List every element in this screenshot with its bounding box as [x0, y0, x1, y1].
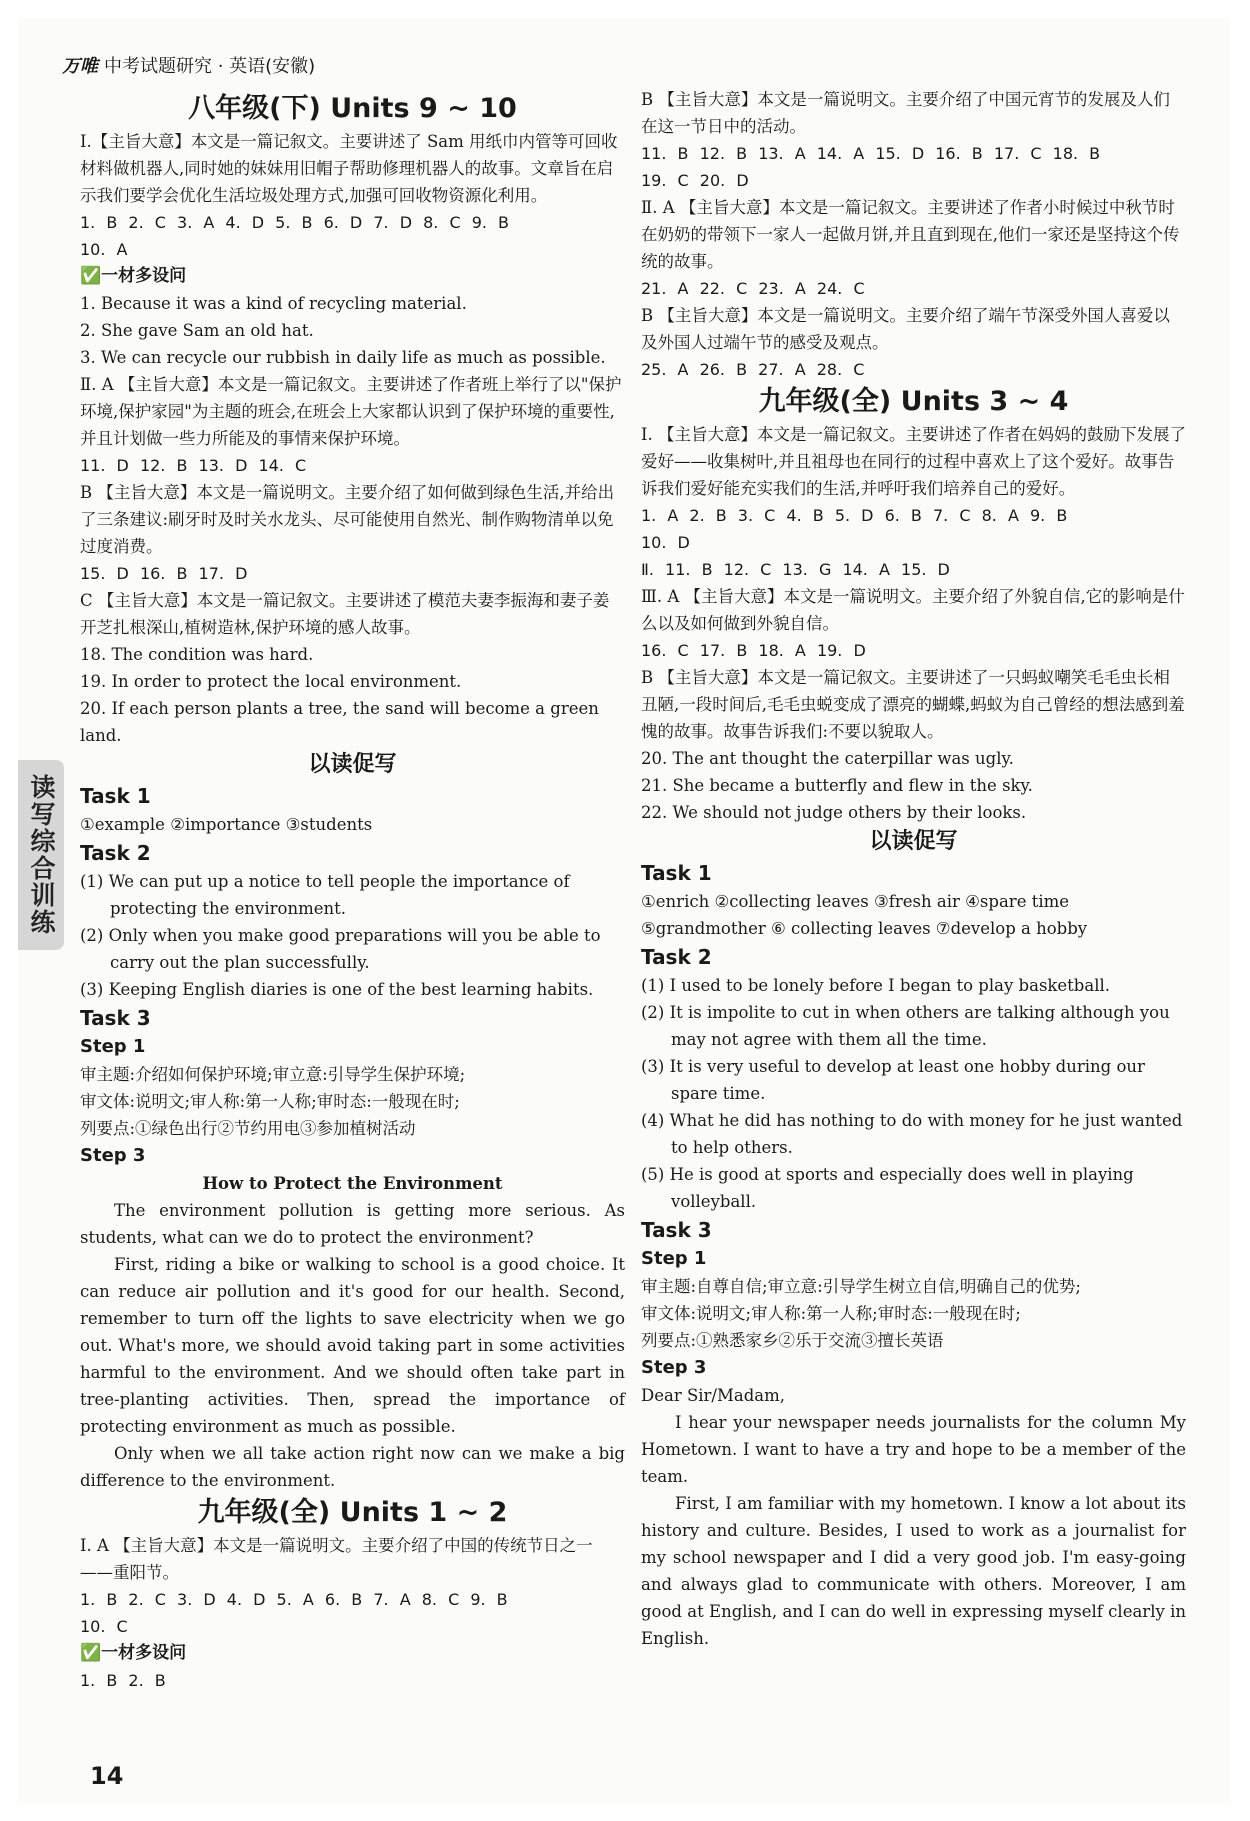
ans-line: 15. D 16. B 17. D — [80, 564, 248, 583]
p-line: B 【主旨大意】本文是一篇说明文。主要介绍了中国元宵节的发展及人们在这一节日中的活动。 — [641, 90, 1170, 136]
p-line: 22. We should not judge others by their looks. — [641, 803, 1027, 822]
side-tab: 读写综合训练 — [18, 760, 64, 950]
p-line: 审文体:说明文;审人称:第一人称;审时态:一般现在时; — [80, 1092, 460, 1111]
p-line: Ⅱ. A 【主旨大意】本文是一篇记叙文。主要讲述了作者小时候过中秋节时在奶奶的带领下一家人一起做月饼,并且直到现在,他们一家还是坚持这个传统的故事。 — [641, 198, 1180, 271]
ans-line: 1. A 2. B 3. C 4. B 5. D 6. B 7. C 8. A 9. B — [641, 506, 1068, 525]
step-line: Step 1 — [641, 1248, 707, 1269]
ind-line: (5) He is good at sports and especially does well in playing volleyball. — [641, 1165, 1134, 1211]
ans-line: 1. B 2. B — [80, 1671, 166, 1690]
p-line: Dear Sir/Madam, — [641, 1386, 786, 1405]
ind-line: (1) We can put up a notice to tell people the importance of protecting the environment. — [80, 872, 570, 918]
ans-line: 10. D — [641, 533, 690, 552]
ans-line: 10. C — [80, 1617, 128, 1636]
left-column — [80, 90, 625, 1694]
ind-line: (3) Keeping English diaries is one of the best learning habits. — [80, 980, 594, 999]
sub-line: ✅一材多设问 — [80, 266, 187, 286]
p-line: 3. We can recycle our rubbish in daily life as much as possible. — [80, 348, 606, 367]
book-title: 中考试题研究 · 英语(安徽) — [104, 56, 316, 77]
p-line: 审文体:说明文;审人称:第一人称;审时态:一般现在时; — [641, 1304, 1021, 1323]
sec-line: 以读促写 — [308, 752, 397, 777]
para-line: First, I am familiar with my hometown. I know a lot about its history and culture. Besides, I used to work as a journalist for my school newspaper and I did a very good job. I'm easy-going and always glad to communicate with others. Moreover, I am good at English, and I can do well in expressing myself clearly in English. — [641, 1494, 1186, 1648]
p-line: 19. In order to protect the local environment. — [80, 672, 462, 691]
ans-line: Ⅱ. 11. B 12. C 13. G 14. A 15. D — [641, 560, 950, 579]
ind-line: (2) Only when you make good preparations will you be able to carry out the plan successfully. — [80, 926, 601, 972]
p-line: B 【主旨大意】本文是一篇说明文。主要介绍了如何做到绿色生活,并给出了三条建议:刷牙时及时关水龙头、尽可能使用自然光、制作购物清单以免过度消费。 — [80, 483, 615, 556]
p-line: Ⅰ.【主旨大意】本文是一篇记叙文。主要讲述了 Sam 用纸巾内管等可回收材料做机器人,同时她的妹妹用旧帽子帮助修理机器人的故事。文章旨在启示我们要学会优化生活垃圾处理方式,加强可回收物资源化利用。 — [80, 132, 618, 205]
p-line: 列要点:①绿色出行②节约用电③参加植树活动 — [80, 1119, 416, 1138]
sec-line: 以读促写 — [869, 829, 958, 854]
page-number: 14 — [90, 1762, 124, 1790]
p-line: Ⅱ. A 【主旨大意】本文是一篇记叙文。主要讲述了作者班上举行了以"保护环境,保护家园"为主题的班会,在班会上大家都认识到了保护环境的重要性,并且计划做一些力所能及的事情来保护环境。 — [80, 375, 622, 448]
p-line: Ⅲ. A 【主旨大意】本文是一篇说明文。主要介绍了外貌自信,它的影响是什么以及如何做到外貌自信。 — [641, 587, 1185, 633]
ind-line: (3) It is very useful to develop at least one hobby during our spare time. — [641, 1057, 1145, 1103]
p-line: 18. The condition was hard. — [80, 645, 314, 664]
p-line: 20. If each person plants a tree, the sand will become a green land. — [80, 699, 599, 745]
p-line: 20. The ant thought the caterpillar was ugly. — [641, 749, 1014, 768]
ans-line: 25. A 26. B 27. A 28. C — [641, 360, 865, 379]
ans-line: 11. D 12. B 13. D 14. C — [80, 456, 307, 475]
para-line: First, riding a bike or walking to school is a good choice. It can reduce air pollution and it's good for our health. Second, remember to turn off the lights to save electricity when we go out. What's more, we should avoid taking part in some activities harmful to the environment. And we should often take part in tree-planting activities. Then, spread the importance of protecting environment as much as possible. — [80, 1255, 625, 1436]
ans-line: 21. A 22. C 23. A 24. C — [641, 279, 865, 298]
p-line: 审主题:介绍如何保护环境;审立意:引导学生保护环境; — [80, 1065, 466, 1084]
task-line: Task 3 — [641, 1218, 712, 1242]
ans-line: 10. A — [80, 240, 128, 259]
step-line: Step 3 — [641, 1357, 707, 1378]
ans-line: 1. B 2. C 3. D 4. D 5. A 6. B 7. A 8. C 9. B — [80, 1590, 508, 1609]
task-line: Task 3 — [80, 1006, 151, 1030]
para-line: The environment pollution is getting more serious. As students, what can we do to protect the environment? — [80, 1201, 625, 1247]
p-line: 21. She became a butterfly and flew in the sky. — [641, 776, 1033, 795]
ans-line: 11. B 12. B 13. A 14. A 15. D 16. B 17. C 18. B — [641, 144, 1101, 163]
p-line: ①enrich ②collecting leaves ③fresh air ④spare time — [641, 892, 1070, 911]
p-line: 2. She gave Sam an old hat. — [80, 321, 314, 340]
ans-line: 16. C 17. B 18. A 19. D — [641, 641, 866, 660]
p-line: 列要点:①熟悉家乡②乐于交流③擅长英语 — [641, 1331, 944, 1350]
p-line: 审主题:自尊自信;审立意:引导学生树立自信,明确自己的优势; — [641, 1277, 1081, 1296]
task-line: Task 1 — [641, 861, 712, 885]
p-line: C 【主旨大意】本文是一篇记叙文。主要讲述了模范夫妻李振海和妻子姜开芝扎根深山,植树造林,保护环境的感人故事。 — [80, 591, 610, 637]
task-line: Task 1 — [80, 784, 151, 808]
task-line: Task 2 — [641, 945, 712, 969]
sub-line: ✅一材多设问 — [80, 1643, 187, 1663]
p-line: Ⅰ. A 【主旨大意】本文是一篇说明文。主要介绍了中国的传统节日之一——重阳节。 — [80, 1536, 593, 1582]
essay-title-line: How to Protect the Environment — [202, 1174, 503, 1193]
unit-line: 八年级(下) Units 9 ~ 10 — [188, 93, 517, 124]
step-line: Step 3 — [80, 1145, 146, 1166]
p-line: ⑤grandmother ⑥ collecting leaves ⑦develop a hobby — [641, 919, 1088, 938]
page-header — [62, 52, 315, 78]
p-line: B 【主旨大意】本文是一篇说明文。主要介绍了端午节深受外国人喜爱以及外国人过端午节的感受及观点。 — [641, 306, 1170, 352]
task-line: Task 2 — [80, 841, 151, 865]
p-line: 1. Because it was a kind of recycling material. — [80, 294, 467, 313]
para-line: Only when we all take action right now can we make a big difference to the environment. — [80, 1444, 625, 1490]
step-line: Step 1 — [80, 1036, 146, 1057]
right-column — [641, 86, 1186, 1652]
ind-line: (2) It is impolite to cut in when others are talking although you may not agree with them all the time. — [641, 1003, 1170, 1049]
p-line: ①example ②importance ③students — [80, 815, 373, 834]
brand-logo: 万唯 — [62, 56, 98, 77]
p-line: Ⅰ. 【主旨大意】本文是一篇记叙文。主要讲述了作者在妈妈的鼓励下发展了爱好——收集树叶,并且祖母也在同行的过程中喜欢上了这个爱好。故事告诉我们爱好能充实我们的生活,并呼吁我们培养自己的爱好。 — [641, 425, 1187, 498]
ind-line: (1) I used to be lonely before I began to play basketball. — [641, 976, 1111, 995]
p-line: B 【主旨大意】本文是一篇记叙文。主要讲述了一只蚂蚁嘲笑毛毛虫长相丑陋,一段时间后,毛毛虫蜕变成了漂亮的蝴蝶,蚂蚁为自己曾经的想法感到羞愧的故事。故事告诉我们:不要以貌取人。 — [641, 668, 1185, 741]
para-line: I hear your newspaper needs journalists for the column My Hometown. I want to have a try and hope to be a member of the team. — [641, 1413, 1186, 1486]
ind-line: (4) What he did has nothing to do with money for he just wanted to help others. — [641, 1111, 1183, 1157]
ans-line: 19. C 20. D — [641, 171, 749, 190]
ans-line: 1. B 2. C 3. A 4. D 5. B 6. D 7. D 8. C 9. B — [80, 213, 510, 232]
unit-line: 九年级(全) Units 1 ~ 2 — [197, 1497, 508, 1528]
unit-line: 九年级(全) Units 3 ~ 4 — [758, 386, 1069, 417]
